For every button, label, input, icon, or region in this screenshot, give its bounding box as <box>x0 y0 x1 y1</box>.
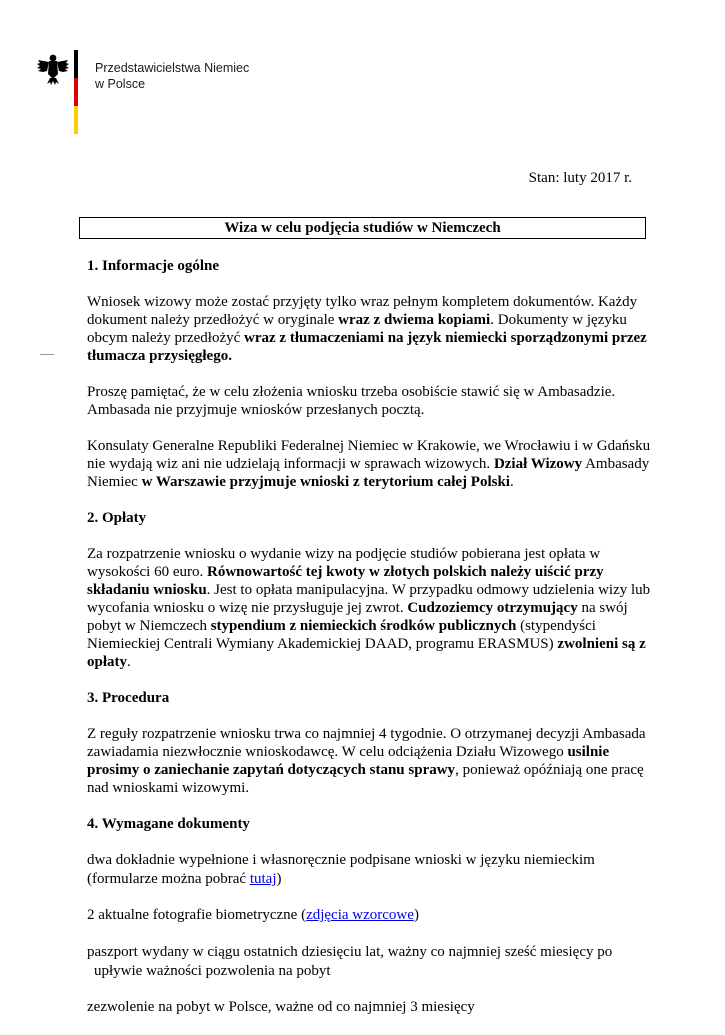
margin-mark <box>40 354 54 355</box>
flag-stripe-gold <box>74 106 78 134</box>
text: (stypendyści Niemieckiej Centrali Wymiany Akademickiej DAAD, programu ERASMUS) <box>87 618 596 652</box>
text: Wniosek wizowy może zostać przyjęty tylko wraz pełnym kompletem dokumentów. Każdy dokument należy przedłożyć w oryginale <box>87 294 638 328</box>
text: Za rozpatrzenie wniosku o wydanie wizy na podjęcie studiów pobierana jest opłata w wysokości 60 euro. <box>87 546 601 580</box>
document-item-application <box>87 851 652 888</box>
text-bold: w Warszawie przyjmuje wnioski z terytorium całej Polski <box>141 474 510 490</box>
item-text: zezwolenie na pobyt w Polsce, ważne od co najmniej 3 miesięcy <box>87 999 475 1015</box>
text: , ponieważ opóźniają one pracę nad wnioskami wizowymi. <box>87 762 644 796</box>
text: Z reguły rozpatrzenie wniosku trwa co najmniej 4 tygodnie. O otrzymanej decyzji Ambasada zawiadamia niezwłocznie wnioskodawcę. W celu odciążenia Działu Wizowego <box>87 726 646 760</box>
item-text: ) <box>413 907 419 923</box>
paragraph-general-3 <box>87 437 652 491</box>
section-heading-fees: 2. Opłaty <box>87 510 147 526</box>
text-bold: wraz z dwiema kopiami <box>338 312 491 328</box>
text: . <box>509 474 514 490</box>
paragraph-procedure <box>87 725 652 797</box>
text-bold: Dział Wizowy <box>493 456 583 472</box>
text: . Dokumenty w języku obcym należy przedłożyć <box>87 312 627 346</box>
item-text: 2 aktualne fotografie biometryczne ( <box>87 907 307 923</box>
text: . <box>127 654 131 670</box>
federal-eagle-icon <box>36 52 70 86</box>
text-bold: stypendium z niemieckich środków publicznych <box>210 618 517 634</box>
section-heading-general: 1. Informacje ogólne <box>87 258 220 274</box>
document-body <box>87 257 652 1035</box>
paragraph-fees <box>87 545 652 671</box>
document-item-residence-permit <box>87 998 652 1017</box>
text-bold: Cudzoziemcy otrzymujący <box>407 600 578 616</box>
text-bold: zwolnieni są z opłaty <box>87 636 646 670</box>
document-title: Wiza w celu podjęcia studiów w Niemczech <box>79 217 646 239</box>
text: na swój pobyt w Niemczech <box>87 600 628 634</box>
item-text: paszport wydany w ciągu ostatnich dziesięciu lat, ważny co najmniej sześć miesięcy po upływie ważności pozwolenia na pobyt <box>87 944 613 979</box>
paragraph-general-1 <box>87 293 652 365</box>
forms-download-link[interactable]: tutaj <box>249 871 277 887</box>
text: . Jest to opłata manipulacyjna. W przypadku odmowy udzielenia wizy lub wycofania wniosku o wizę nie przysługuje jej zwrot. <box>87 582 651 616</box>
paragraph-general-2: Proszę pamiętać, że w celu złożenia wniosku trzeba osobiście stawić się w Ambasadzie. Ambasada nie przyjmuje wniosków przesłanych pocztą. <box>87 384 616 418</box>
flag-stripe-black <box>74 50 78 78</box>
text-bold: Równowartość tej kwoty w złotych polskich należy uiścić przy składaniu wniosku <box>87 564 604 598</box>
section-heading-documents: 4. Wymagane dokumenty <box>87 816 250 832</box>
item-text: ) <box>276 871 282 887</box>
document-item-photos <box>87 906 652 925</box>
text-bold: usilnie prosimy o zaniechanie zapytań dotyczących stanu sprawy <box>87 744 610 778</box>
sample-photos-link[interactable]: zdjęcia wzorcowe <box>306 907 414 923</box>
text: Ambasady Niemiec <box>87 456 650 490</box>
text-bold: wraz z tłumaczeniami na język niemiecki sporządzonymi przez tłumacza przysięgłego. <box>87 330 647 364</box>
item-text: dwa dokładnie wypełnione i własnoręcznie podpisane wnioski w języku niemieckim (formularze można pobrać <box>87 852 595 887</box>
organization-line-1: Przedstawicielstwa Niemiec <box>95 61 250 75</box>
document-date: Stan: luty 2017 r. <box>528 170 632 186</box>
organization-name <box>95 60 249 92</box>
text: Konsulaty Generalne Republiki Federalnej Niemiec w Krakowie, we Wrocławiu i w Gdańsku nie wydają wiz ani nie udzielają informacji w sprawach wizowych. <box>87 438 651 472</box>
organization-line-2: w Polsce <box>95 77 146 91</box>
document-item-passport <box>87 943 652 980</box>
flag-stripe-red <box>74 78 78 106</box>
section-heading-procedure: 3. Procedura <box>87 690 170 706</box>
